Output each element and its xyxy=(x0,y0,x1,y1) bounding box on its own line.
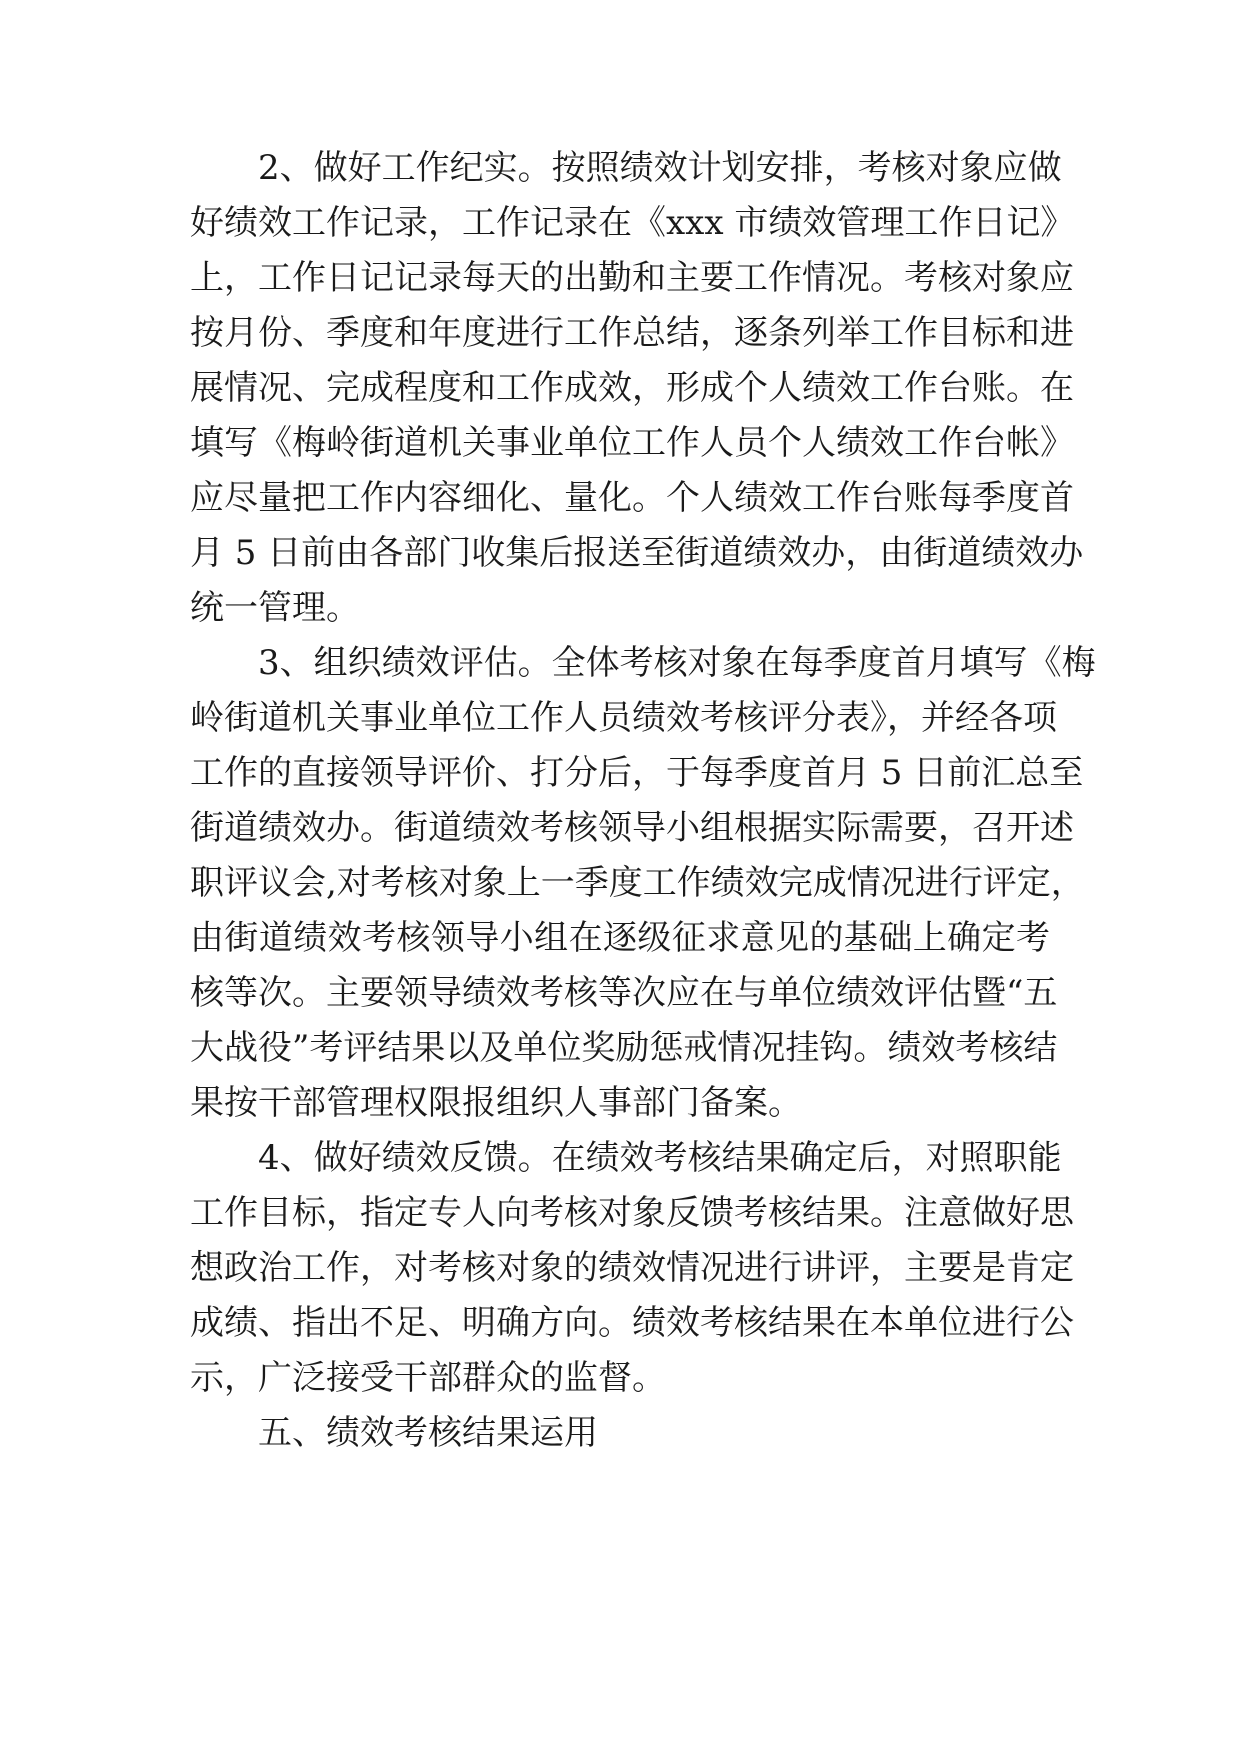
paragraph-2-line-5: 展情况、完成程度和工作成效，形成个人绩效工作台账。在 xyxy=(190,368,1074,408)
paragraph-2-line-8: 月 5 日前由各部门收集后报送至街道绩效办，由街道绩效办 xyxy=(190,533,1084,573)
paragraph-3-line-9: 果按干部管理权限报组织人事部门备案。 xyxy=(190,1083,802,1123)
paragraph-2-line-7: 应尽量把工作内容细化、量化。个人绩效工作台账每季度首 xyxy=(190,478,1074,518)
paragraph-2-line-1: 2、做好工作纪实。按照绩效计划安排，考核对象应做 xyxy=(258,148,1062,188)
paragraph-4-line-1: 4、做好绩效反馈。在绩效考核结果确定后，对照职能 xyxy=(258,1138,1062,1178)
paragraph-3-line-7: 核等次。主要领导绩效考核等次应在与单位绩效评估暨“五 xyxy=(190,973,1058,1013)
paragraph-3-line-5: 职评议会,对考核对象上一季度工作绩效完成情况进行评定， xyxy=(190,863,1085,903)
paragraph-4-line-5: 示，广泛接受干部群众的监督。 xyxy=(190,1358,666,1398)
paragraph-2-line-4: 按月份、季度和年度进行工作总结，逐条列举工作目标和进 xyxy=(190,313,1074,353)
paragraph-4-line-4: 成绩、指出不足、明确方向。绩效考核结果在本单位进行公 xyxy=(190,1303,1074,1343)
paragraph-3-line-8: 大战役”考评结果以及单位奖励惩戒情况挂钩。绩效考核结 xyxy=(190,1028,1058,1068)
paragraph-2-line-9: 统一管理。 xyxy=(190,588,360,628)
paragraph-3-line-3: 工作的直接领导评价、打分后，于每季度首月 5 日前汇总至 xyxy=(190,753,1084,793)
paragraph-2-line-6: 填写《梅岭街道机关事业单位工作人员个人绩效工作台帐》 xyxy=(190,423,1074,463)
section-heading: 五、绩效考核结果运用 xyxy=(258,1413,598,1453)
paragraph-3-line-4: 街道绩效办。街道绩效考核领导小组根据实际需要，召开述 xyxy=(190,808,1074,848)
paragraph-3-line-6: 由街道绩效考核领导小组在逐级征求意见的基础上确定考 xyxy=(190,918,1050,958)
paragraph-3-line-1: 3、组织绩效评估。全体考核对象在每季度首月填写《梅 xyxy=(258,643,1096,683)
paragraph-4-line-2: 工作目标，指定专人向考核对象反馈考核结果。注意做好思 xyxy=(190,1193,1074,1233)
paragraph-2-line-2: 好绩效工作记录，工作记录在《xxx 市绩效管理工作日记》 xyxy=(190,203,1075,243)
paragraph-2-line-3: 上，工作日记记录每天的出勤和主要工作情况。考核对象应 xyxy=(190,258,1074,298)
paragraph-4-line-3: 想政治工作，对考核对象的绩效情况进行讲评，主要是肯定 xyxy=(190,1248,1074,1288)
paragraph-3-line-2: 岭街道机关事业单位工作人员绩效考核评分表》，并经各项 xyxy=(190,698,1057,738)
